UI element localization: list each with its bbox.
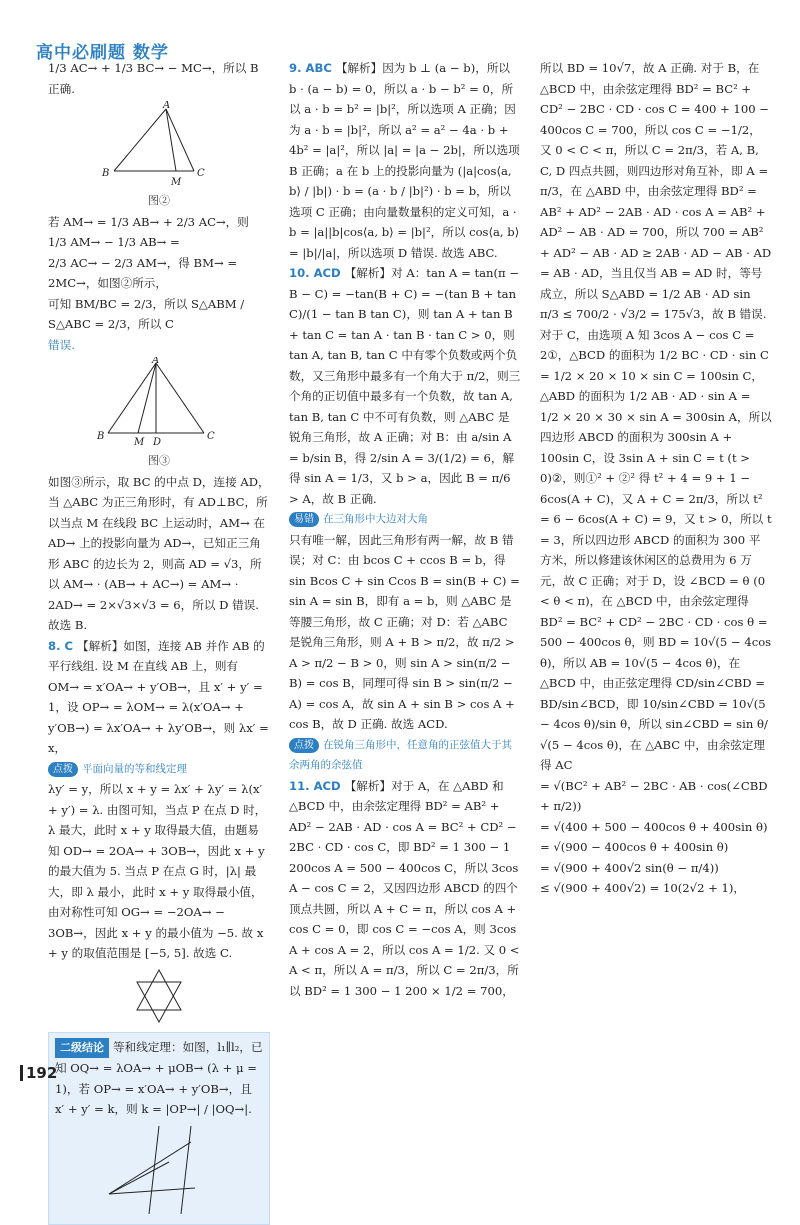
figure-parallel-lines <box>99 1122 219 1218</box>
fig3-label-c: C <box>207 431 215 442</box>
equation-line: = √(900 − 400cos θ + 400sin θ) <box>540 840 729 854</box>
tip-tag: 点拨 <box>48 762 78 777</box>
fig2-label-c: C <box>197 168 205 179</box>
fig3-label-b: B <box>97 431 105 442</box>
paragraph: 只有唯一解，因此三角形有两一解，故 B 错误；对 C：由 bcos C + ccos B = b，得 sin Bcos C + sin Ccos B = sin(B + C) = sin A = sin B，即有 a = b，则 △ABC 是等腰三角形，故 C 正确；对 D：若 △ABC 是锐角三角形，则 A + B > π/2，故 π/2 > A > π/2 − B > 0，则 sin A > sin(π/2 − B) = cos B，同理可得 sin B > sin(π/2 − A) = cos A，故 sin A + sin B > cos A + cos B，故 D 正确. 故选 ACD. <box>289 532 520 731</box>
figure-2-caption: 图② <box>148 194 170 207</box>
question-number: 8. C <box>48 638 74 653</box>
paragraph: 如图③所示，取 BC 的中点 D，连接 AD，当 △ABC 为正三角形时，有 AD⊥BC，所以当点 M 在线段 BC 上运动时，AM→ 在 AD→ 上的投影向量为 AD→，已知正三角形 ABC 的边长为 2，则高 AD = √3，所以 AM→ · (AB→ + AC→) = AM→ · 2AD→ = 2×√3×√3 = 6，所以 D 错误. 故选 B. <box>48 474 270 632</box>
question-text: 【解析】对 A：tan A = tan(π − B − C) = −tan(B + C) = −(tan B + tan C)/(1 − tan B tan C)，则 tan A + tan B + tan C = tan A · tan B · tan C > 0，则 tan A, tan B, tan C 中有零个负数或两个负数，又三角形中最多有一个角大于 π/2，则三个角的正切值中最多有一个负数，故 tan A, tan B, tan C 中不可有负数，则 △ABC 是锐角三角形，故 A 正确；对 B：由 a/sin A = b/sin B，得 2/sin A = 3/(1/2) = 6，解得 sin A = 1/3，又 b > a，因此 B = π/6 > A，故 B 正确. <box>289 266 521 506</box>
question-text: 【解析】对于 A，在 △ABD 和 △BCD 中，由余弦定理得 BD² = AB² + AD² − 2AB · AD · cos A = BC² + CD² − 2BC · CD · cos C，即 BD² = 1 300 − 1 200cos A = 500 − 400cos C，所以 3cos A − cos C = 2，又因四边形 ABCD 的四个顶点共圆，所以 A + C = π，所以 cos A + cos C = 0，即 cos C = −cos A，则 3cos A + cos A = 2，所以 cos A = 1/2. 又 0 < A < π，所以 A = π/3，所以 C = 2π/3，所以 BD² = 1 300 − 1 200 × 1/2 = 700， <box>289 778 520 998</box>
question-8 <box>48 636 270 759</box>
question-text: 【解析】因为 b ⊥ (a − b)，所以 b · (a − b) = 0，所以 a · b − b² = 0，所以 a · b = b² = |b|²，所以选项 A 正确；因为 a · b = |b|²，所以 a² = a² − 4a · b + 4b² = |a|²，所以 |a| = |a − 2b|，所以选项 B 正确；a 在 b 上的投影向量为 (|a|cos⟨a, b⟩ / |b|) · b = (a · b / |b|²) · b = b，所以选项 C 正确；由向量数量积的定义可知，a · b = |a||b|cos⟨a, b⟩ = |b|²，所以 cos⟨a, b⟩ = |b|/|a|，所以选项 D 错误. 故选 ABC. <box>289 61 520 260</box>
page-header: 高中必刷题 数学 <box>36 43 169 63</box>
fig3-label-a: A <box>152 357 160 366</box>
fig2-label-b: B <box>102 168 110 179</box>
column-middle <box>289 58 521 1001</box>
conclusion-box <box>48 1032 270 1225</box>
question-number: 9. ABC <box>289 61 332 75</box>
text-line: 错误. <box>48 337 75 352</box>
tip-note <box>289 509 521 530</box>
equation-line: ≤ √(900 + 400√2) = 10(2√2 + 1)， <box>540 881 746 895</box>
tip-text: 在三角形中大边对大角 <box>323 513 428 525</box>
question-10 <box>289 263 521 509</box>
tip-tag: 点拨 <box>289 738 319 753</box>
question-11 <box>289 776 521 1002</box>
equation-line: = √(BC² + AB² − 2BC · AB · cos(∠CBD + π/2)) <box>540 778 768 813</box>
tip-note <box>48 759 270 780</box>
paragraph: λy′ = y，所以 x + y = λx′ + λy′ = λ(x′ + y′) = λ. 由图可知，当点 P 在点 D 时，λ 最大，此时 x + y 取得最大值，由题易知 OD→ = 2OA→ + 3OB→，因此 x + y 的最大值为 5. 当点 P 在点 G 时，|λ| 最大，即 λ 最小，此时 x + y 取得最小值，由对称性可知 OG→ = −2OA→ − 3OB→，因此 x + y 的最小值为 −5. 故 x + y 的取值范围是 [−5, 5]. 故选 C. <box>48 782 267 960</box>
conclusion-title: 二级结论 <box>55 1038 109 1059</box>
text-line: 若 AM→ = 1/3 AB→ + 2/3 AC→，则 1/3 AM→ − 1/3 AB→ = <box>48 214 249 249</box>
paragraph: 所以 BD = 10√7，故 A 正确. 对于 B，在 △BCD 中，由余弦定理得 BD² = BC² + CD² − 2BC · CD · cos C = 400 + 100 − 400cos C = 700，所以 cos C = −1/2，又 0 < C < π，所以 C = 2π/3，若 A, B, C, D 四点共圆，则四边形对角互补，即 A = π/3，在 △ABD 中，由余弦定理得 BD² = AB² + AD² − 2AB · AD · cos A = AB² + AD² − AB · AD = 700，所以 700 = AB² + AD² − AB · AD ≥ 2AB · AD − AB · AD = AB · AD，当且仅当 AB = AD 时，等号成立，所以 S△ABD = 1/2 AB · AD sin π/3 ≤ 700/2 · √3/2 = 175√3，故 B 错误. 对于 C，由选项 A 知 3cos A − cos C = 2①，△BCD 的面积为 1/2 BC · CD · sin C = 1/2 × 20 × 10 × sin C = 100sin C，△ABD 的面积为 1/2 AB · AD · sin A = 1/2 × 20 × 30 × sin A = 300sin A，所以四边形 ABCD 的面积为 300sin A + 100sin C，设 3sin A + sin C = t (t > 0)②，则①² + ②² 得 t² + 4 = 9 + 1 − 6cos(A + C)，又 A + C = 2π/3，所以 t² = 6 − 6cos(A + C) = 9，又 t > 0，所以 t = 3，所以四边形 ABCD 的面积为 300 平方米，所以修建该休闲区的总费用为 6 万元，故 C 正确；对于 D，设 ∠BCD = θ (0 < θ < π)，在 △BCD 中，由余弦定理得 BD² = BC² + CD² − 2BC · CD · cos θ = 500 − 400cos θ，则 BD = 10√(5 − 4cos θ)，所以 AB = 10√(5 − 4cos θ)，在 △BCD 中，由正弦定理得 CD/sin∠CBD = BD/sin∠BCD，即 10/sin∠CBD = 10√(5 − 4cos θ)/sin θ，所以 sin∠CBD = sin θ/√(5 − 4cos θ)，在 △ABC 中，由余弦定理得 AC <box>540 61 772 772</box>
column-left <box>48 58 270 1225</box>
figure-star <box>119 966 199 1026</box>
text-line: 1/3 AC→ + 1/3 BC→ − MC→，所以 B 正确. <box>48 61 259 96</box>
fig3-label-d: D <box>153 437 162 448</box>
equation-line: = √(900 + 400√2 sin(θ − π/4)) <box>540 860 719 875</box>
tip-text: 平面向量的等和线定理 <box>82 762 187 775</box>
column-right <box>540 58 772 899</box>
equation-line: = √(400 + 500 − 400cos θ + 400sin θ) <box>540 819 768 834</box>
page-number: 192 <box>20 1065 57 1081</box>
question-number: 10. ACD <box>289 266 341 280</box>
tip-note <box>289 735 521 776</box>
figure-3 <box>94 357 224 449</box>
tip-text: 在锐角三角形中，任意角的正弦值大于其余两角的余弦值 <box>289 738 512 771</box>
figure-2 <box>94 101 224 189</box>
figure-3-caption: 图③ <box>148 454 170 467</box>
text-line <box>48 335 270 356</box>
text-line: 2/3 AC→ − 2/3 AM→，得 BM→ = 2MC→，如图②所示， <box>48 255 238 290</box>
conclusion-text: 等和线定理：如图，l₁∥l₂，已知 OQ→ = λOA→ + μOB→ (λ + μ = 1)，若 OP→ = x′OA→ + y′OB→，且 x′ + y′ = k，则 k = |OP→| / |OQ→|. <box>55 1039 263 1116</box>
fig2-label-a: A <box>163 101 171 111</box>
fig2-label-m: M <box>171 177 182 188</box>
question-text: 【解析】如图，连接 AB 并作 AB 的平行线组. 设 M 在直线 AB 上，则有 OM→ = x′OA→ + y′OB→，且 x′ + y′ = 1，设 OP→ = λOM→ = λ(x′OA→ + y′OB→) = λx′OA→ + λy′OB→，则 λx′ = x， <box>48 638 269 755</box>
text-line: 可知 BM/BC = 2/3，所以 S△ABM / S△ABC = 2/3，所以 C <box>48 296 245 331</box>
question-number: 11. ACD <box>289 778 341 793</box>
tip-tag: 易错 <box>289 512 319 527</box>
question-9 <box>289 58 521 263</box>
fig3-label-m: M <box>134 437 145 448</box>
